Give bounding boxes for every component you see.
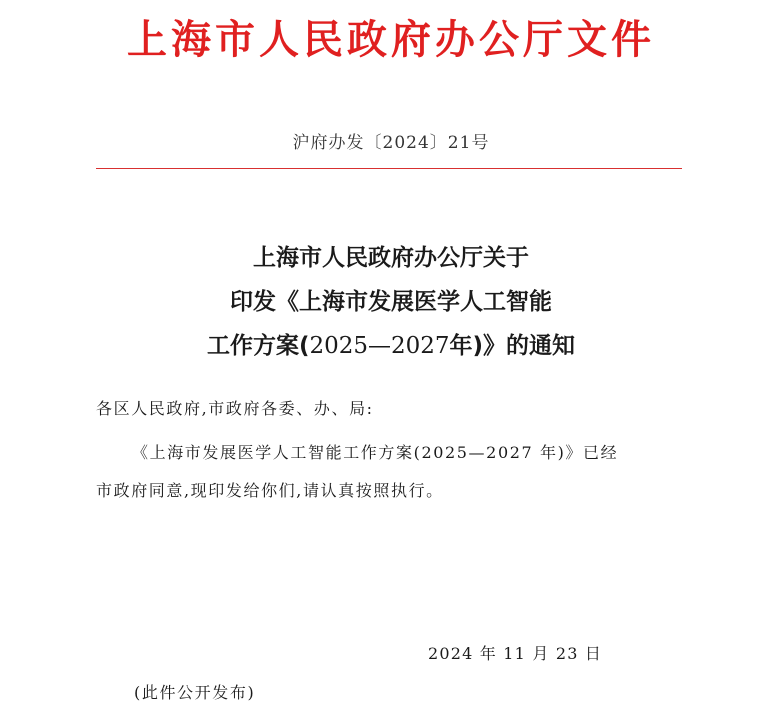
disclosure-note: (此件公开发布) [134,683,256,702]
notice-body [96,434,696,510]
notice-title [0,236,782,368]
title-line-3 [0,324,782,368]
title-line-1: 上海市人民政府办公厅关于 [253,245,529,271]
body-paragraph-line-1: 《上海市发展医学人工智能工作方案(2025—2027 年)》已经 [132,443,619,462]
title-line-3-suffix: 年)》的通知 [449,333,576,359]
title-line-3-years: 2025—2027 [309,333,450,359]
issue-date: 2024 年 11 月 23 日 [428,644,603,663]
document-number: 沪府办发〔2024〕21号 [292,133,490,153]
red-divider-line [96,168,682,169]
issuer-header-title: 上海市人民政府办公厅文件 [127,17,655,63]
body-paragraph-line-2: 市政府同意,现印发给你们,请认真按照执行。 [96,481,444,500]
title-line-2: 印发《上海市发展医学人工智能 [230,289,552,315]
addressee-line: 各区人民政府,市政府各委、办、局: [96,399,374,418]
title-line-3-prefix: 工作方案( [206,333,310,359]
